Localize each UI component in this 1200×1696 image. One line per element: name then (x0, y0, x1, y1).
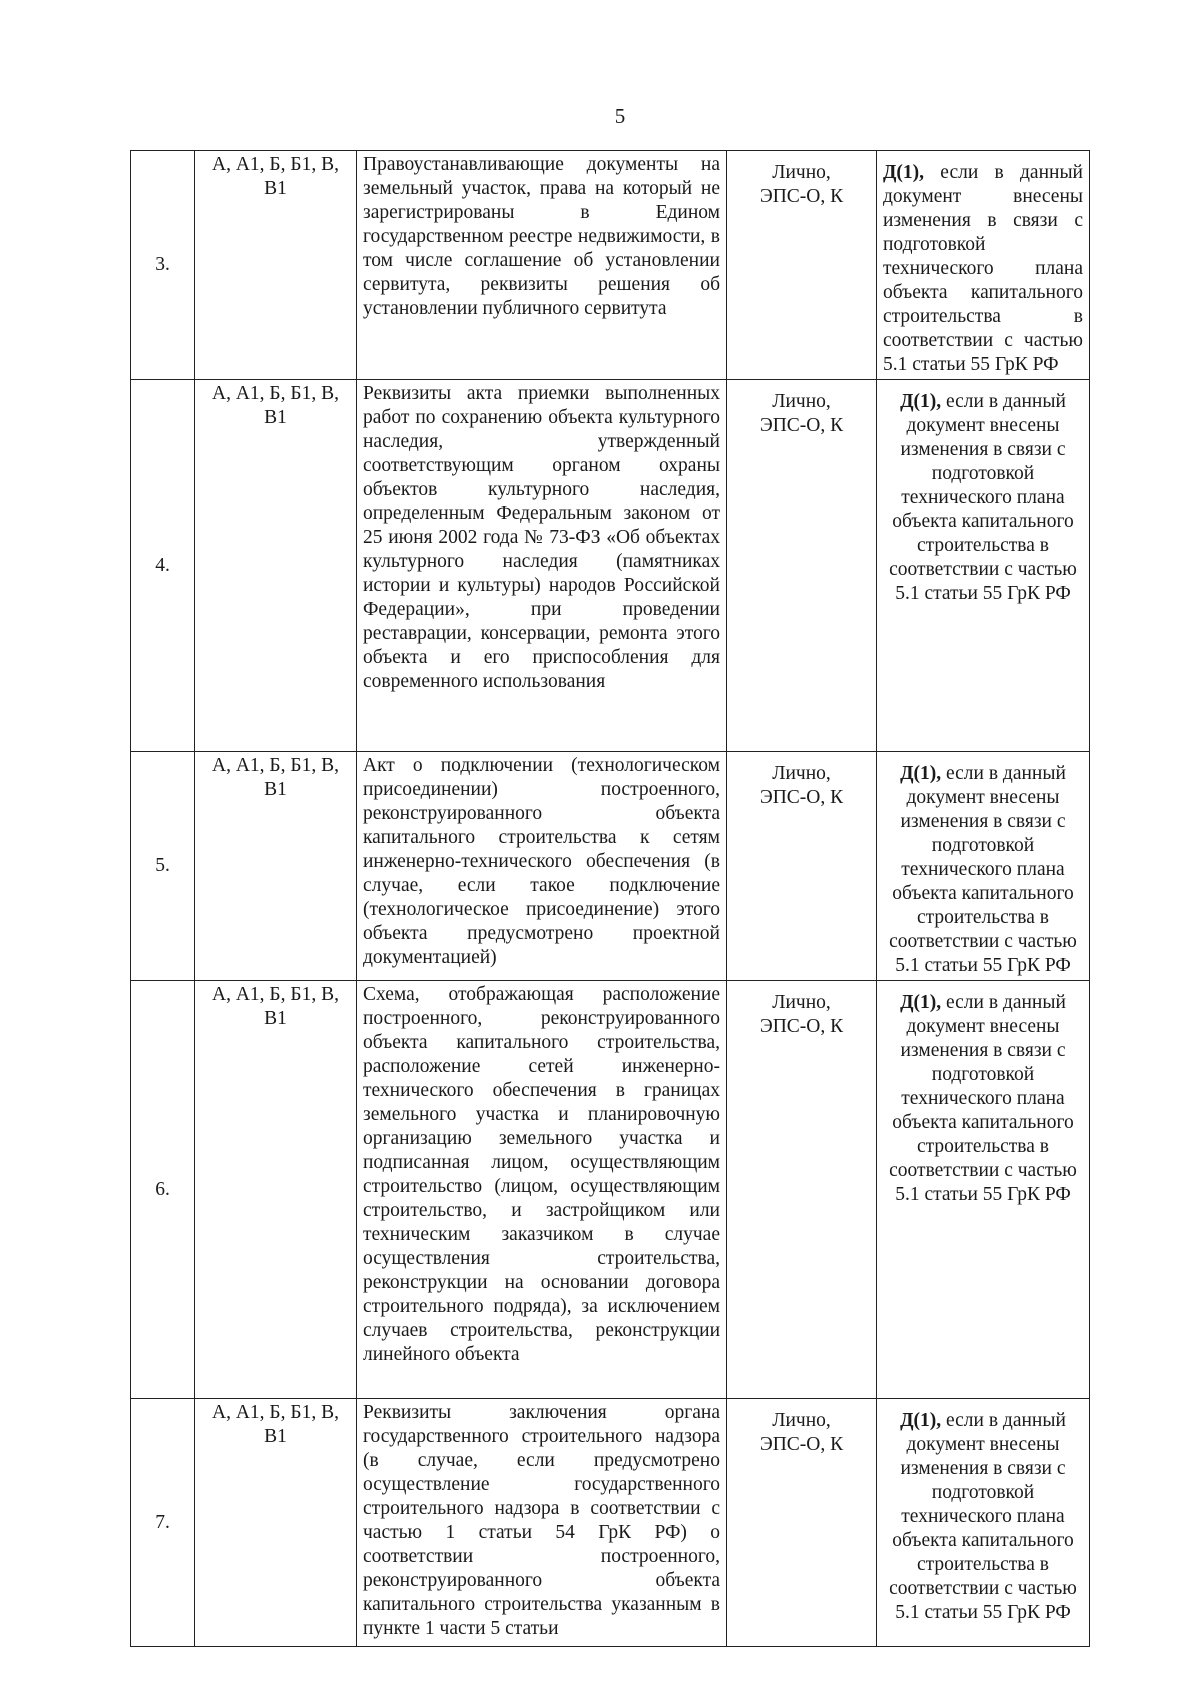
row-document: Акт о подключении (технологическом присоединении) построенного, реконструированного объекта капитального строительства к сетям инженерно-технического обеспечения (в случае, если такое подключение (технологическое присоединение) этого объекта предусмотрено проектной документацией) (357, 752, 727, 981)
table-row (131, 752, 1090, 981)
table-row (131, 151, 1090, 380)
note-text: если в данный документ внесены изменения в связи с подготовкой технического плана объекта капитального строительства в соответствии с частью 5.1 статьи 55 ГрК РФ (889, 1410, 1077, 1623)
row-document: Схема, отображающая расположение построенного, реконструированного объекта капитального строительства, расположение сетей инженерно-технического обеспечения в границах земельного участка и планировочную организацию земельного участка и подписанная лицом, осуществляющим строительство (лицом, осуществляющим строительство, и застройщиком или техническим заказчиком в случае осуществления строительства, реконструкции на основании договора строительного подряда), за исключением случаев строительства, реконструкции линейного объекта (357, 981, 727, 1399)
row-note (877, 981, 1090, 1399)
note-text: если в данный документ внесены изменения в связи с подготовкой технического плана объекта капитального строительства в соответствии с частью 5.1 статьи 55 ГрК РФ (889, 763, 1077, 976)
documents-table (130, 150, 1090, 1647)
row-document: Реквизиты акта приемки выполненных работ по сохранению объекта культурного наследия, утвержденный соответствующим органом охраны объектов культурного наследия, определенным Федеральным законом от 25 июня 2002 года № 73-ФЗ «Об объектах культурного наследия (памятниках истории и культуры) народов Российской Федерации», при проведении реставрации, консервации, ремонта этого объекта и его приспособления для современного использования (357, 380, 727, 752)
method-line-1: Лично, (772, 1410, 831, 1431)
row-document: Правоустанавливающие документы на земельный участок, права на который не зарегистрированы в Едином государственном реестре недвижимости, в том числе соглашение об установлении сервитута, реквизиты решения об установлении публичного сервитута (357, 151, 727, 380)
row-number: 3. (131, 151, 195, 380)
row-note (877, 1399, 1090, 1647)
note-text: если в данный документ внесены изменения в связи с подготовкой технического плана объекта капитального строительства в соответствии с частью 5.1 статьи 55 ГрК РФ (889, 992, 1077, 1205)
row-number: 7. (131, 1399, 195, 1647)
table-row (131, 1399, 1090, 1647)
row-number: 6. (131, 981, 195, 1399)
method-line-1: Лично, (772, 992, 831, 1013)
row-categories: А, А1, Б, Б1, В, В1 (195, 380, 357, 752)
row-method (727, 380, 877, 752)
note-code: Д(1), (900, 763, 942, 784)
note-code: Д(1), (900, 391, 942, 412)
table-row (131, 981, 1090, 1399)
row-number: 4. (131, 380, 195, 752)
row-method (727, 151, 877, 380)
row-note (877, 752, 1090, 981)
note-text: если в данный документ внесены изменения в связи с подготовкой технического плана объекта капитального строительства в соответствии с частью 5.1 статьи 55 ГрК РФ (889, 391, 1077, 604)
method-line-2: ЭПС-О, К (759, 1016, 844, 1037)
row-method (727, 981, 877, 1399)
row-categories: А, А1, Б, Б1, В, В1 (195, 981, 357, 1399)
note-code: Д(1), (900, 1410, 942, 1431)
row-number: 5. (131, 752, 195, 981)
row-categories: А, А1, Б, Б1, В, В1 (195, 1399, 357, 1647)
method-line-1: Лично, (772, 763, 831, 784)
row-method (727, 1399, 877, 1647)
note-code: Д(1), (883, 162, 925, 183)
method-line-2: ЭПС-О, К (759, 1434, 844, 1455)
row-categories: А, А1, Б, Б1, В, В1 (195, 752, 357, 981)
method-line-1: Лично, (772, 391, 831, 412)
method-line-2: ЭПС-О, К (759, 186, 844, 207)
row-categories: А, А1, Б, Б1, В, В1 (195, 151, 357, 380)
method-line-1: Лично, (772, 162, 831, 183)
row-document: Реквизиты заключения органа государственного строительного надзора (в случае, если предусмотрено осуществление государственного строительного надзора в соответствии с частью 1 статьи 54 ГрК РФ) о соответствии построенного, реконструированного объекта капитального строительства указанным в пункте 1 части 5 статьи (357, 1399, 727, 1647)
note-code: Д(1), (900, 992, 942, 1013)
note-text: если в данный документ внесены изменения в связи с подготовкой технического плана объекта капитального строительства в соответствии с частью 5.1 статьи 55 ГрК РФ (883, 162, 1083, 375)
row-note (877, 380, 1090, 752)
row-method (727, 752, 877, 981)
page-number: 5 (614, 104, 626, 128)
row-note (877, 151, 1090, 380)
method-line-2: ЭПС-О, К (759, 787, 844, 808)
table-row (131, 380, 1090, 752)
method-line-2: ЭПС-О, К (759, 415, 844, 436)
